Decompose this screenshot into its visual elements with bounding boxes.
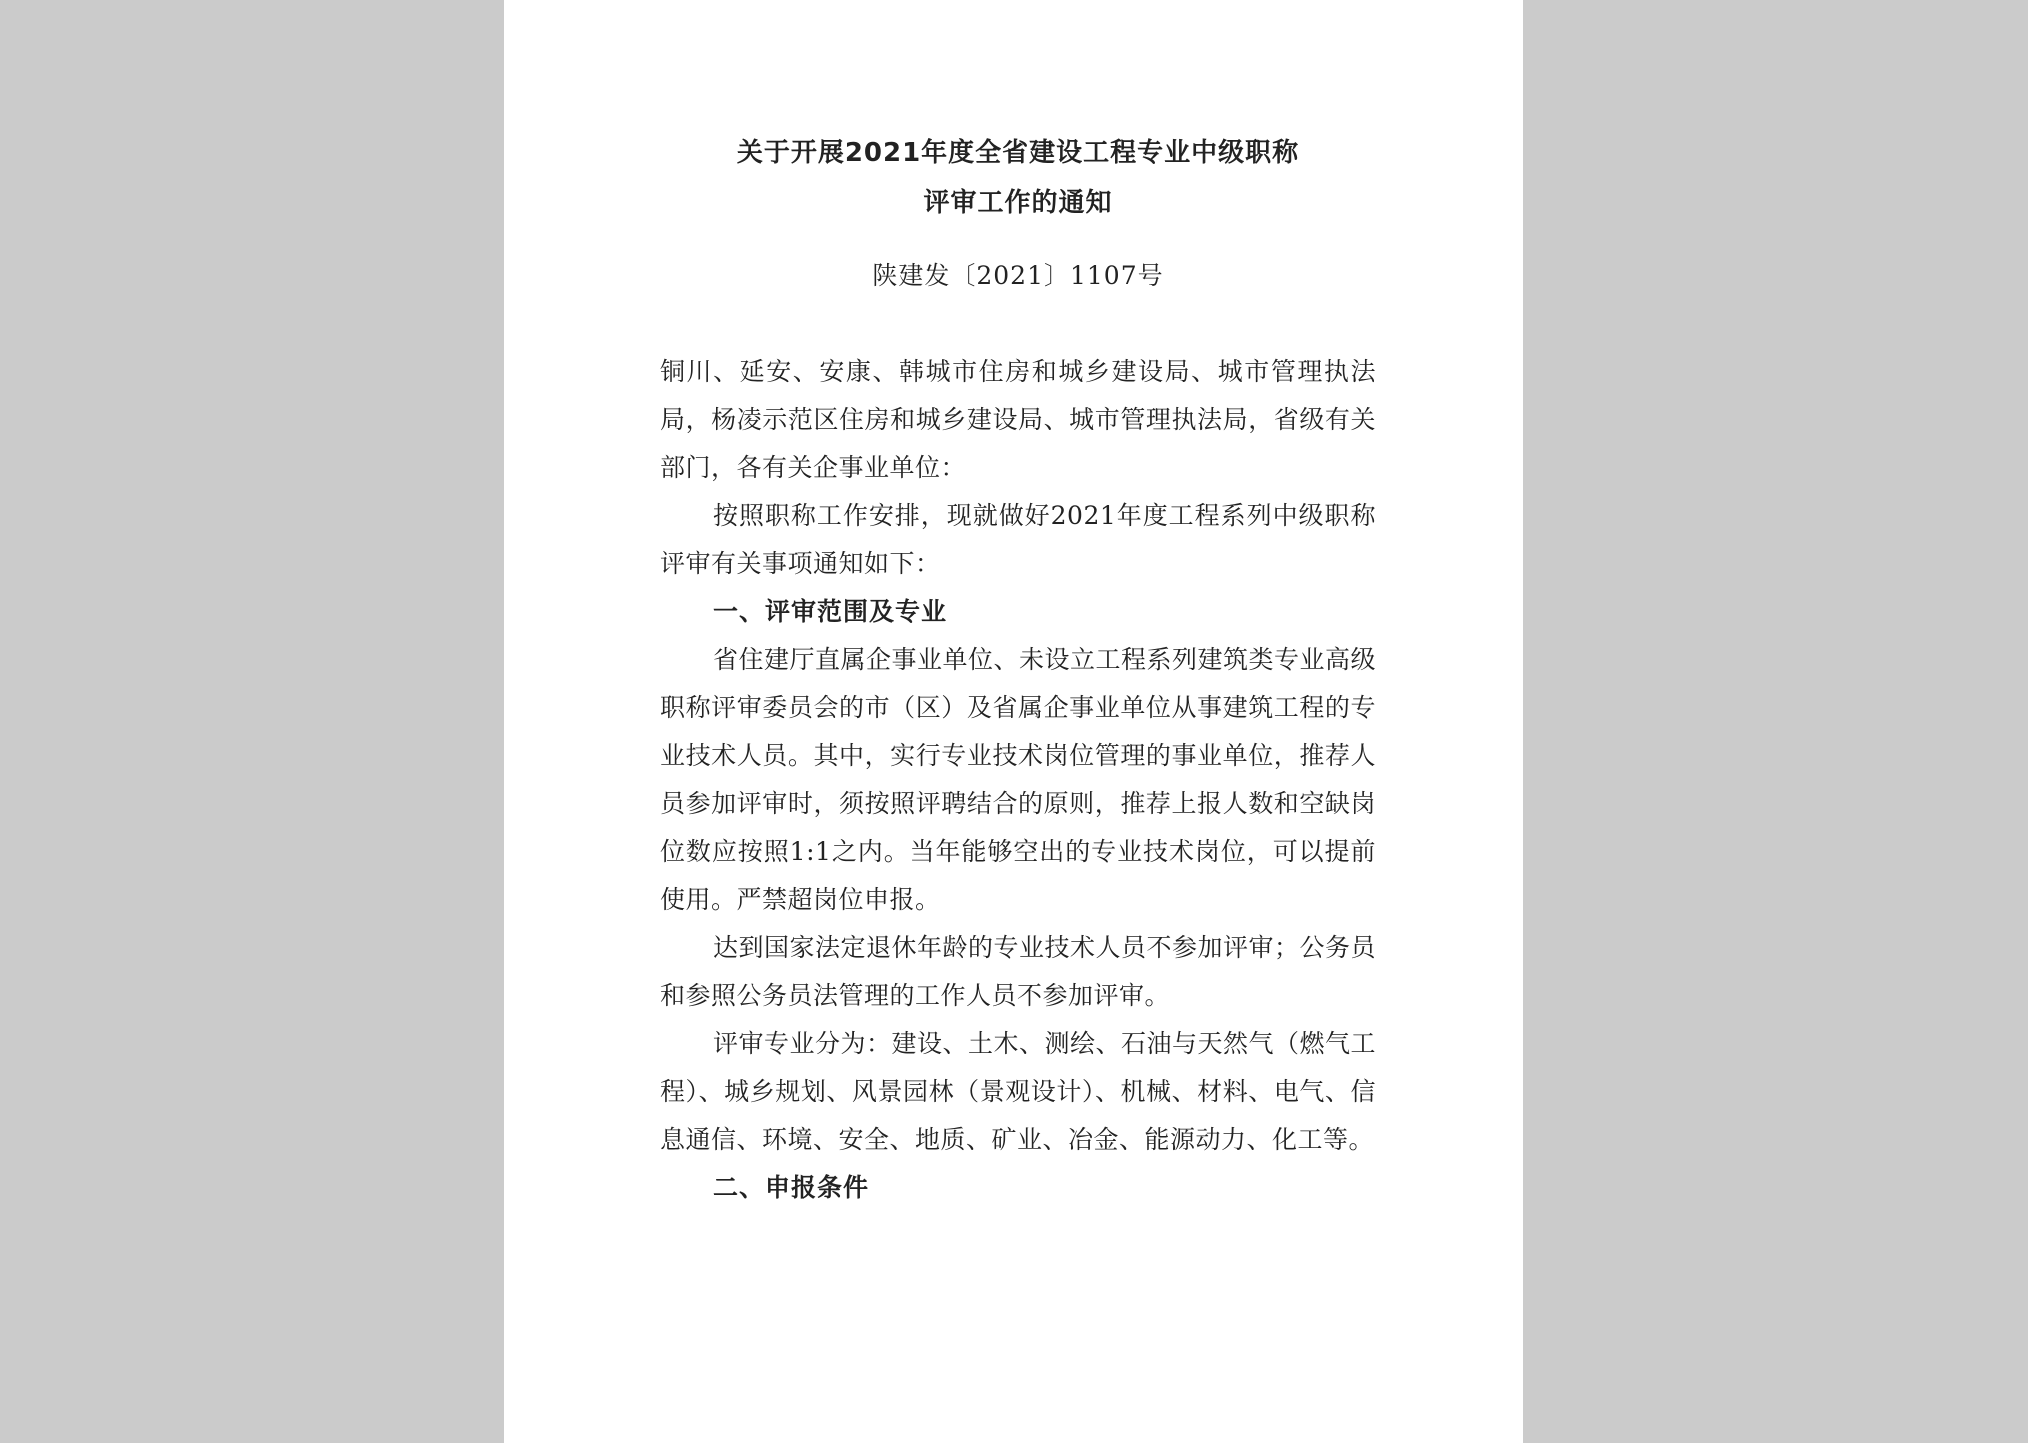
intro-paragraph: 按照职称工作安排，现就做好2021年度工程系列中级职称评审有关事项通知如下： <box>660 501 1376 578</box>
document-title <box>660 128 1376 228</box>
section-1-heading: 一、评审范围及专业 <box>713 597 948 626</box>
title-line-1: 关于开展2021年度全省建设工程专业中级职称 <box>736 138 1300 168</box>
section-2-heading: 二、申报条件 <box>713 1173 870 1202</box>
salutation: 铜川、延安、安康、韩城市住房和城乡建设局、城市管理执法局，杨凌示范区住房和城乡建设局、城市管理执法局，省级有关部门，各有关企事业单位： <box>660 357 1376 482</box>
document-page <box>504 0 1523 1443</box>
section-1-paragraph-3: 评审专业分为：建设、土木、测绘、石油与天然气（燃气工程）、城乡规划、风景园林（景观设计）、机械、材料、电气、信息通信、环境、安全、地质、矿业、冶金、能源动力、化工等。 <box>660 1029 1377 1154</box>
title-line-2: 评审工作的通知 <box>923 188 1113 218</box>
document-number: 陕建发〔2021〕1107号 <box>872 261 1164 290</box>
section-1-paragraph-1: 省住建厅直属企事业单位、未设立工程系列建筑类专业高级职称评审委员会的市（区）及省属企事业单位从事建筑工程的专业技术人员。其中，实行专业技术岗位管理的事业单位，推荐人员参加评审时，须按照评聘结合的原则，推荐上报人数和空缺岗位数应按照1:1之内。当年能够空出的专业技术岗位，可以提前使用。严禁超岗位申报。 <box>660 645 1377 914</box>
document-content <box>660 128 1376 1212</box>
section-1-paragraph-2: 达到国家法定退休年龄的专业技术人员不参加评审；公务员和参照公务员法管理的工作人员不参加评审。 <box>660 933 1377 1010</box>
